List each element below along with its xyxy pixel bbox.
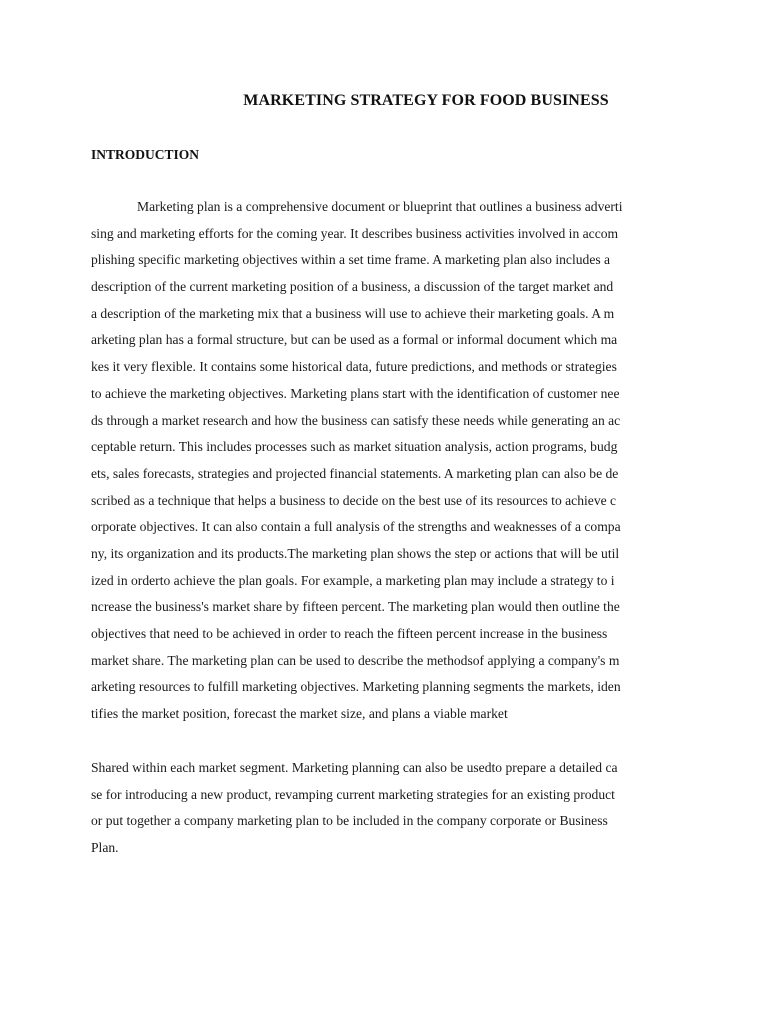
text-line: ncrease the business's market share by fifteen percent. The marketing plan would then outline the [91, 599, 620, 615]
text-line: a description of the marketing mix that a business will use to achieve their marketing goals. A m [91, 305, 615, 321]
text-line: market share. The marketing plan can be used to describe the methodsof applying a company's m [91, 652, 620, 668]
text-line: plishing specific marketing objectives within a set time frame. A marketing plan also includes a [91, 252, 611, 268]
text-line: arketing plan has a formal structure, but can be used as a formal or informal document which ma [91, 332, 618, 348]
text-line: scribed as a technique that helps a business to decide on the best use of its resources to achieve c [91, 492, 617, 508]
text-line: sing and marketing efforts for the coming year. It describes business activities involved in accom [91, 225, 619, 241]
text-line: or put together a company marketing plan to be included in the company corporate or Business [91, 813, 608, 829]
text-line: Shared within each market segment. Marketing planning can also be usedto prepare a detailed ca [91, 760, 618, 775]
paragraph-introduction [91, 194, 691, 728]
text-line: Marketing plan is a comprehensive document or blueprint that outlines a business adverti [137, 199, 623, 214]
paragraph-market-segment [91, 755, 691, 862]
text-line: ny, its organization and its products.The marketing plan shows the step or actions that will be util [91, 545, 620, 561]
text-line: Plan. [91, 840, 119, 856]
text-line: ceptable return. This includes processes such as market situation analysis, action programs, budg [91, 439, 618, 455]
text-line: kes it very flexible. It contains some historical data, future predictions, and methods or strategies [91, 359, 617, 375]
text-line: arketing resources to fulfill marketing objectives. Marketing planning segments the markets, iden [91, 679, 621, 695]
text-line: orporate objectives. It can also contain a full analysis of the strengths and weaknesses of a compa [91, 519, 621, 535]
text-line: ized in orderto achieve the plan goals. For example, a marketing plan may include a strategy to i [91, 572, 615, 588]
text-line: ets, sales forecasts, strategies and projected financial statements. A marketing plan can also be de [91, 465, 619, 481]
text-line: description of the current marketing position of a business, a discussion of the target market and [91, 279, 614, 295]
text-line: tifies the market position, forecast the market size, and plans a viable market [91, 706, 508, 722]
document-title: MARKETING STRATEGY FOR FOOD BUSINESS [243, 92, 609, 109]
text-line: objectives that need to be achieved in order to reach the fifteen percent increase in the business [91, 626, 608, 641]
section-heading: INTRODUCTION [91, 147, 200, 162]
text-line: se for introducing a new product, revamping current marketing strategies for an existing product [91, 786, 615, 802]
text-line: to achieve the marketing objectives. Marketing plans start with the identification of customer nee [91, 385, 620, 401]
text-line: ds through a market research and how the business can satisfy these needs while generating an ac [91, 412, 621, 428]
